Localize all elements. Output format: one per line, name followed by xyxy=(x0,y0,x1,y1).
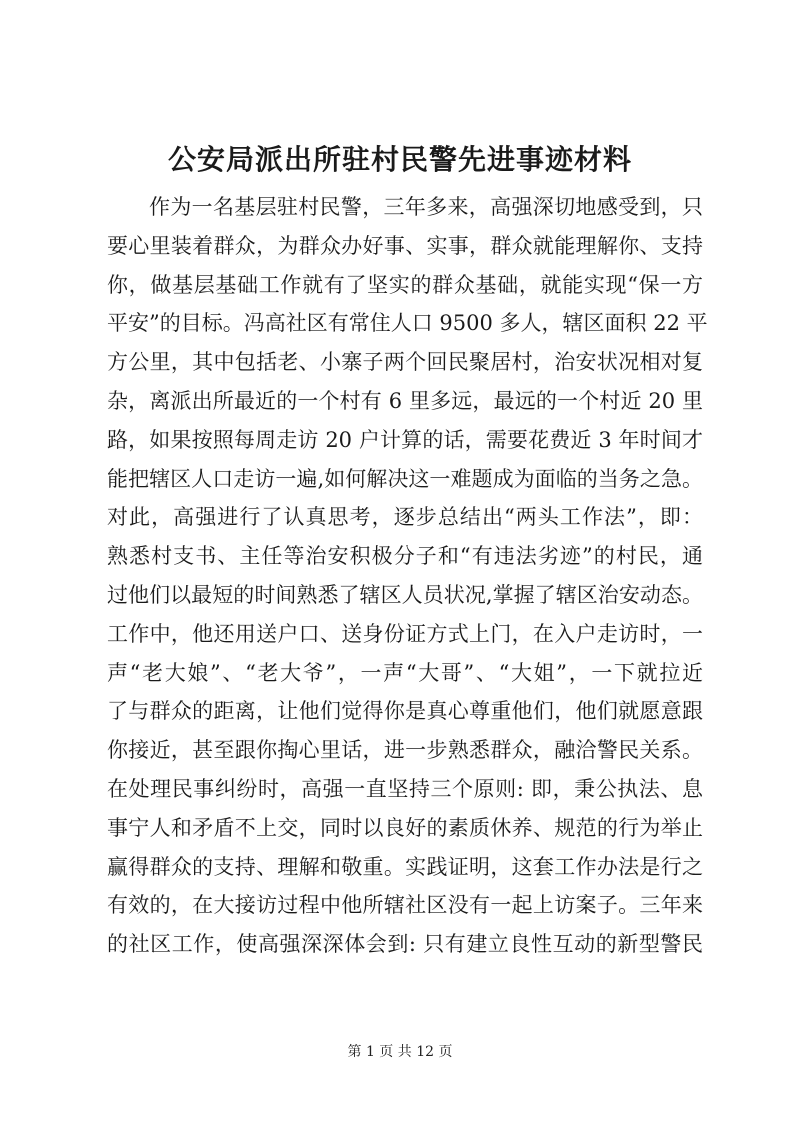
body-line: 有效的，在大接访过程中他所辖社区没有一起上访案子。三年来 xyxy=(107,893,703,918)
body-line: 你接近，甚至跟你掏心里话，进一步熟悉群众，融洽警民关系。 xyxy=(107,738,703,763)
body-line: 要心里装着群众，为群众办好事、实事，群众就能理解你、支持 xyxy=(107,233,703,258)
body-line: 熟悉村支书、主任等治安积极分子和“有违法劣迹”的村民，通 xyxy=(107,544,703,569)
body-line: 了与群众的距离，让他们觉得你是真心尊重他们，他们就愿意跟 xyxy=(107,699,703,724)
body-line: 对此，高强进行了认真思考，逐步总结出“两头工作法”，即： xyxy=(107,505,703,530)
document-body xyxy=(107,188,708,964)
body-line: 过他们以最短的时间熟悉了辖区人员状况,掌握了辖区治安动态。 xyxy=(107,582,703,607)
body-line: 声“老大娘”、“老大爷”，一声“大哥”、“大姐”，一下就拉近 xyxy=(107,660,703,685)
body-line: 事宁人和矛盾不上交，同时以良好的素质休养、规范的行为举止 xyxy=(107,815,703,840)
body-line: 作为一名基层驻村民警，三年多来，高强深切地感受到，只 xyxy=(149,195,703,219)
body-line: 能把辖区人口走访一遍,如何解决这一难题成为面临的当务之急。 xyxy=(107,466,703,491)
body-line: 路，如果按照每周走访 20 户计算的话，需要花费近 3 年时间才 xyxy=(107,427,703,452)
body-line: 在处理民事纠纷时，高强一直坚持三个原则: 即，秉公执法、息 xyxy=(107,776,703,801)
body-line: 方公里，其中包括老、小寨子两个回民聚居村，治安状况相对复 xyxy=(107,350,703,375)
body-line: 杂，离派出所最近的一个村有 6 里多远，最远的一个村近 20 里 xyxy=(107,388,703,413)
body-line: 的社区工作，使高强深深体会到: 只有建立良性互动的新型警民 xyxy=(107,932,703,957)
page-number-footer: 第 1 页 共 12 页 xyxy=(347,1044,453,1060)
body-line: 赢得群众的支持、理解和敬重。实践证明，这套工作办法是行之 xyxy=(107,854,703,879)
body-line: 工作中，他还用送户口、送身份证方式上门，在入户走访时，一 xyxy=(107,621,703,646)
body-line: 你，做基层基础工作就有了坚实的群众基础，就能实现“保一方 xyxy=(107,272,703,297)
body-line: 平安”的目标。冯高社区有常住人口 9500 多人，辖区面积 22 平 xyxy=(107,311,708,336)
document-title: 公安局派出所驻村民警先进事迹材料 xyxy=(167,143,632,176)
